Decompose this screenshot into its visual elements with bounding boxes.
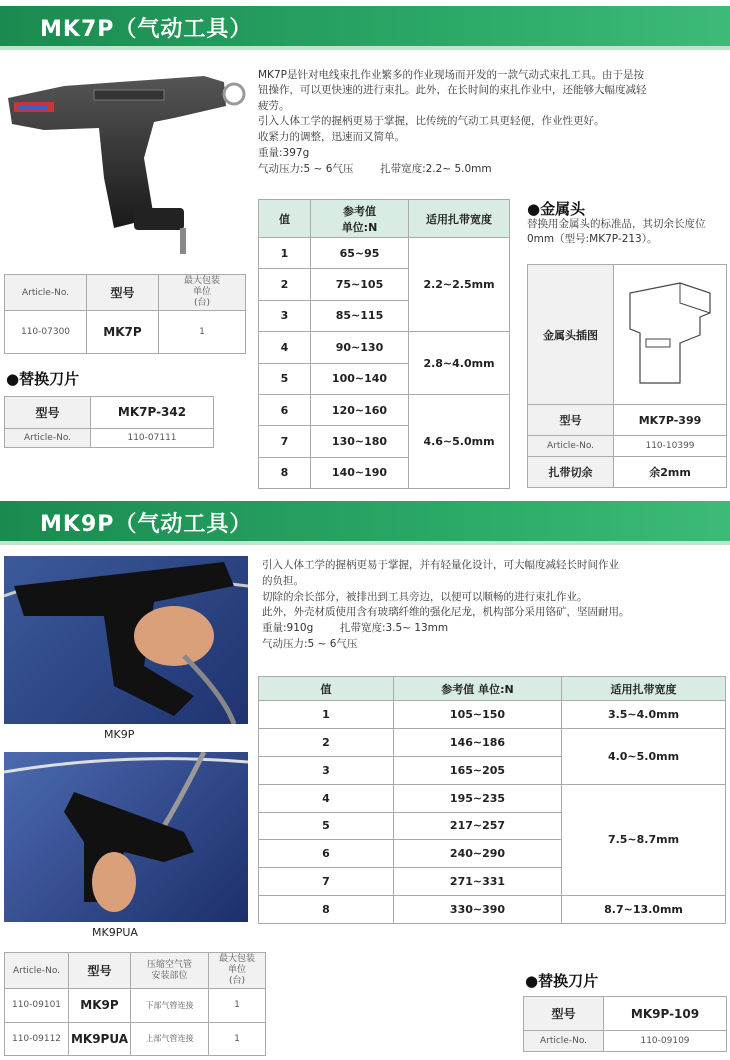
mk9p-blade-table — [523, 996, 727, 1052]
table-cell: 5 — [259, 363, 311, 394]
table-cell: 7.5~8.7mm — [562, 784, 726, 896]
table-cell: 1 — [209, 989, 266, 1023]
table-header: 值 — [259, 677, 394, 701]
metal-head-desc: 替换用金属头的标准品，其切余长度位 — [527, 218, 706, 230]
mk9p-desc-line: 此外，外壳材质使用含有玻璃纤维的强化尼龙，机构部分采用铬矿，坚固耐用。 — [262, 606, 630, 618]
mk7p-desc-line: 钮操作，可以更快速的进行束扎。此外，在长时间的束扎作业中，还能够大幅度减轻 — [258, 84, 647, 96]
mk7p-desc-line: 引入人体工学的握柄更易于掌握，比传统的气动工具更轻便，作业性更好。 — [258, 115, 605, 127]
metal-head-desc: 0mm（型号:MK7P-213）。 — [527, 233, 658, 245]
table-cell: 217~257 — [394, 812, 562, 840]
table-cell: 4.0~5.0mm — [562, 728, 726, 784]
table-header: 适用扎带宽度 — [409, 200, 510, 238]
metal-head-drawing — [614, 265, 727, 405]
table-cell: 110-07111 — [91, 428, 214, 447]
table-header: 型号 — [87, 275, 159, 311]
mk9p-photo-caption: MK9P — [104, 728, 135, 741]
table-cell: Article-No. — [528, 436, 614, 456]
table-cell: 1 — [259, 701, 394, 729]
table-cell: 240~290 — [394, 840, 562, 868]
table-cell: 2.2~2.5mm — [409, 238, 510, 332]
table-cell: 3 — [259, 300, 311, 331]
table-cell: MK7P-342 — [91, 397, 214, 429]
table-cell: 90~130 — [311, 332, 409, 363]
table-cell: MK9P — [69, 989, 131, 1023]
mk7p-force-table — [258, 199, 510, 489]
mk7p-desc-line: 气动压力:5 ~ 6气压 扎带宽度:2.2~ 5.0mm — [258, 163, 492, 175]
table-cell: 130~180 — [311, 426, 409, 457]
mk9p-header-band — [0, 501, 730, 541]
mk9p-desc-line: 的负担。 — [262, 575, 304, 587]
mk9p-photo — [4, 556, 248, 724]
mk7p-photo — [4, 58, 248, 258]
metal-head-table — [527, 264, 727, 488]
table-cell: 3.5~4.0mm — [562, 701, 726, 729]
table-cell: 85~115 — [311, 300, 409, 331]
table-cell: 4.6~5.0mm — [409, 394, 510, 488]
table-cell: 4 — [259, 332, 311, 363]
table-cell: 扎带切余 — [528, 456, 614, 487]
table-cell: 型号 — [5, 397, 91, 429]
table-cell: 65~95 — [311, 238, 409, 269]
table-header: (台) — [193, 298, 211, 308]
mk9p-header-stripe — [0, 541, 730, 545]
mk7p-product-table — [4, 274, 246, 354]
mk9pua-photo-caption: MK9PUA — [92, 926, 138, 939]
table-header: 单位 — [227, 965, 246, 975]
table-header: 最大包装 — [183, 276, 220, 286]
mk9p-desc-line: 引入人体工学的握柄更易于掌握，并有轻量化设计，可大幅度减轻长时间作业 — [262, 559, 619, 571]
mk9pua-photo — [4, 752, 248, 922]
table-header: 值 — [259, 200, 311, 238]
table-cell: 8.7~13.0mm — [562, 896, 726, 924]
mk7p-desc-line: MK7P是针对电线束扎作业繁多的作业现场而开发的一款气动式束扎工具。由于是按 — [258, 69, 644, 81]
table-cell: 7 — [259, 426, 311, 457]
table-cell: 110-10399 — [614, 436, 727, 456]
table-header: 最大包装 — [218, 954, 255, 964]
table-cell: 165~205 — [394, 756, 562, 784]
mk7p-desc-line: 疲劳。 — [258, 100, 290, 112]
table-header: Article-No. — [5, 953, 69, 989]
table-header: 单位:N — [341, 220, 378, 234]
table-header: 单位 — [192, 287, 211, 297]
table-cell: 110-09112 — [5, 1022, 69, 1056]
table-header: 适用扎带宽度 — [562, 677, 726, 701]
mk7p-blade-heading: ●替换刀片 — [6, 370, 80, 388]
table-cell: 3 — [259, 756, 394, 784]
table-cell: 6 — [259, 394, 311, 425]
table-cell: 型号 — [528, 405, 614, 436]
table-cell: 余2mm — [614, 456, 727, 487]
table-cell: 型号 — [524, 997, 604, 1031]
table-cell: 2 — [259, 728, 394, 756]
table-header: 参考值 — [343, 204, 376, 218]
mk7p-desc-line: 收紧力的调整，迅速而又简单。 — [258, 131, 405, 143]
table-cell: 120~160 — [311, 394, 409, 425]
table-cell: MK7P — [87, 311, 159, 354]
table-cell: 8 — [259, 896, 394, 924]
mk9p-desc-line: 重量:910g 扎带宽度:3.5~ 13mm — [262, 622, 449, 634]
table-header: 参考值 单位:N — [394, 677, 562, 701]
table-cell: 6 — [259, 840, 394, 868]
table-cell: 8 — [259, 457, 311, 488]
mk9p-product-table — [4, 952, 266, 1056]
table-cell: 1 — [159, 311, 246, 354]
table-cell: 下部气管连接 — [131, 989, 209, 1023]
table-cell: 2.8~4.0mm — [409, 332, 510, 395]
table-cell: 75~105 — [311, 269, 409, 300]
mk7p-header-band — [0, 6, 730, 46]
mk7p-desc-line: 重量:397g — [258, 147, 310, 159]
table-cell: 110-07300 — [5, 311, 87, 354]
mk9p-desc-line: 切除的余长部分，被排出到工具旁边，以便可以顺畅的进行束扎作业。 — [262, 591, 588, 603]
table-cell: 5 — [259, 812, 394, 840]
table-header: 型号 — [69, 953, 131, 989]
table-cell: Article-No. — [524, 1031, 604, 1052]
table-cell: 330~390 — [394, 896, 562, 924]
table-cell: 1 — [259, 238, 311, 269]
table-cell: MK9P-109 — [604, 997, 727, 1031]
mk9p-blade-heading: ●替换刀片 — [525, 972, 599, 990]
mk9p-desc-line: 气动压力:5 ~ 6气压 — [262, 638, 358, 650]
mk7p-blade-table — [4, 396, 214, 448]
mk7p-title: MK7P（气动工具） — [40, 17, 253, 42]
table-cell: 100~140 — [311, 363, 409, 394]
metal-head-heading: ●金属头 — [527, 200, 586, 218]
table-cell: MK7P-399 — [614, 405, 727, 436]
table-cell: 2 — [259, 269, 311, 300]
table-cell: 110-09101 — [5, 989, 69, 1023]
mk7p-header-stripe — [0, 46, 730, 50]
table-cell: 146~186 — [394, 728, 562, 756]
table-cell: 7 — [259, 868, 394, 896]
table-header: (台) — [228, 976, 246, 986]
table-cell: 105~150 — [394, 701, 562, 729]
table-header: 压缩空气管 — [146, 959, 192, 970]
table-cell: 140~190 — [311, 457, 409, 488]
table-cell: 110-09109 — [604, 1031, 727, 1052]
table-cell: MK9PUA — [69, 1022, 131, 1056]
table-cell: 上部气管连接 — [131, 1022, 209, 1056]
table-cell: 195~235 — [394, 784, 562, 812]
table-cell: Article-No. — [5, 428, 91, 447]
table-cell: 1 — [209, 1022, 266, 1056]
table-cell: 4 — [259, 784, 394, 812]
table-header: Article-No. — [5, 275, 87, 311]
table-cell: 金属头插图 — [528, 265, 614, 405]
table-cell: 271~331 — [394, 868, 562, 896]
mk9p-title: MK9P（气动工具） — [40, 512, 253, 537]
table-header: 安装部位 — [151, 970, 188, 981]
mk9p-force-table — [258, 676, 726, 924]
